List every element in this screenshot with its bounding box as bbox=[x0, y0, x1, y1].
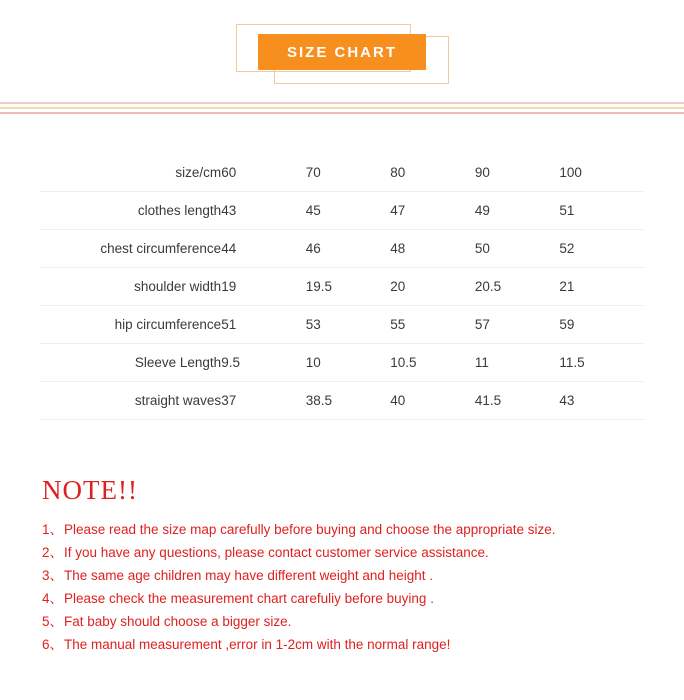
notes-title: NOTE!! bbox=[42, 475, 138, 505]
note-text-6: The manual measurement ,error in 1-2cm with the normal range! bbox=[64, 637, 451, 652]
note-number-2: 2、 bbox=[42, 545, 64, 560]
note-number-5: 5、 bbox=[42, 614, 64, 629]
cell-r1-c2: 48 bbox=[390, 230, 475, 268]
cell-r0-c1: 45 bbox=[306, 192, 391, 230]
note-text-1: Please read the size map carefully before buying and choose the appropriate size. bbox=[64, 522, 556, 537]
cell-r4-c4: 11.5 bbox=[559, 344, 644, 382]
row-label-sleeve-length: Sleeve Length bbox=[40, 344, 221, 382]
divider bbox=[0, 102, 684, 114]
size-chart-table bbox=[40, 154, 644, 420]
row-label-shoulder-width: shoulder width bbox=[40, 268, 221, 306]
cell-r1-c1: 46 bbox=[306, 230, 391, 268]
cell-r5-c0: 37 bbox=[221, 382, 306, 420]
table-row bbox=[40, 268, 644, 306]
note-item bbox=[42, 587, 644, 610]
note-number-6: 6、 bbox=[42, 637, 64, 652]
cell-r0-c0: 43 bbox=[221, 192, 306, 230]
cell-r5-c3: 41.5 bbox=[475, 382, 560, 420]
note-text-2: If you have any questions, please contact customer service assistance. bbox=[64, 545, 489, 560]
note-item bbox=[42, 633, 644, 656]
row-label-clothes-length: clothes length bbox=[40, 192, 221, 230]
cell-r5-c1: 38.5 bbox=[306, 382, 391, 420]
table-row bbox=[40, 192, 644, 230]
cell-r2-c4: 21 bbox=[559, 268, 644, 306]
note-number-4: 4、 bbox=[42, 591, 64, 606]
table-header-size-1: 70 bbox=[306, 154, 391, 192]
cell-r2-c0: 19 bbox=[221, 268, 306, 306]
note-item bbox=[42, 518, 644, 541]
cell-r3-c3: 57 bbox=[475, 306, 560, 344]
table-row bbox=[40, 306, 644, 344]
page-title: SIZE CHART bbox=[258, 34, 426, 70]
cell-r5-c2: 40 bbox=[390, 382, 475, 420]
note-text-3: The same age children may have different weight and height . bbox=[64, 568, 433, 583]
cell-r1-c3: 50 bbox=[475, 230, 560, 268]
cell-r1-c0: 44 bbox=[221, 230, 306, 268]
table-row bbox=[40, 344, 644, 382]
table-header-label: size/cm bbox=[40, 154, 221, 192]
cell-r0-c2: 47 bbox=[390, 192, 475, 230]
row-label-straight-waves: straight waves bbox=[40, 382, 221, 420]
cell-r3-c1: 53 bbox=[306, 306, 391, 344]
cell-r4-c2: 10.5 bbox=[390, 344, 475, 382]
cell-r4-c0: 9.5 bbox=[221, 344, 306, 382]
note-item bbox=[42, 541, 644, 564]
note-number-1: 1、 bbox=[42, 522, 64, 537]
table-header-size-0: 60 bbox=[221, 154, 306, 192]
cell-r0-c4: 51 bbox=[559, 192, 644, 230]
cell-r3-c4: 59 bbox=[559, 306, 644, 344]
cell-r4-c3: 11 bbox=[475, 344, 560, 382]
cell-r2-c3: 20.5 bbox=[475, 268, 560, 306]
cell-r2-c1: 19.5 bbox=[306, 268, 391, 306]
table-header-size-3: 90 bbox=[475, 154, 560, 192]
cell-r1-c4: 52 bbox=[559, 230, 644, 268]
cell-r0-c3: 49 bbox=[475, 192, 560, 230]
table-row bbox=[40, 382, 644, 420]
cell-r4-c1: 10 bbox=[306, 344, 391, 382]
note-text-4: Please check the measurement chart carefuliy before buying . bbox=[64, 591, 434, 606]
divider-stripe-salmon bbox=[0, 112, 684, 114]
note-item bbox=[42, 564, 644, 587]
size-chart-table-wrapper bbox=[40, 154, 644, 420]
header-banner bbox=[0, 0, 684, 100]
notes-section bbox=[42, 475, 644, 656]
table-header-size-2: 80 bbox=[390, 154, 475, 192]
cell-r3-c0: 51 bbox=[221, 306, 306, 344]
table-row bbox=[40, 230, 644, 268]
note-number-3: 3、 bbox=[42, 568, 64, 583]
table-header-size-4: 100 bbox=[559, 154, 644, 192]
row-label-chest-circumference: chest circumference bbox=[40, 230, 221, 268]
note-text-5: Fat baby should choose a bigger size. bbox=[64, 614, 292, 629]
note-item bbox=[42, 610, 644, 633]
cell-r3-c2: 55 bbox=[390, 306, 475, 344]
cell-r2-c2: 20 bbox=[390, 268, 475, 306]
cell-r5-c4: 43 bbox=[559, 382, 644, 420]
table-header-row bbox=[40, 154, 644, 192]
row-label-hip-circumference: hip circumference bbox=[40, 306, 221, 344]
